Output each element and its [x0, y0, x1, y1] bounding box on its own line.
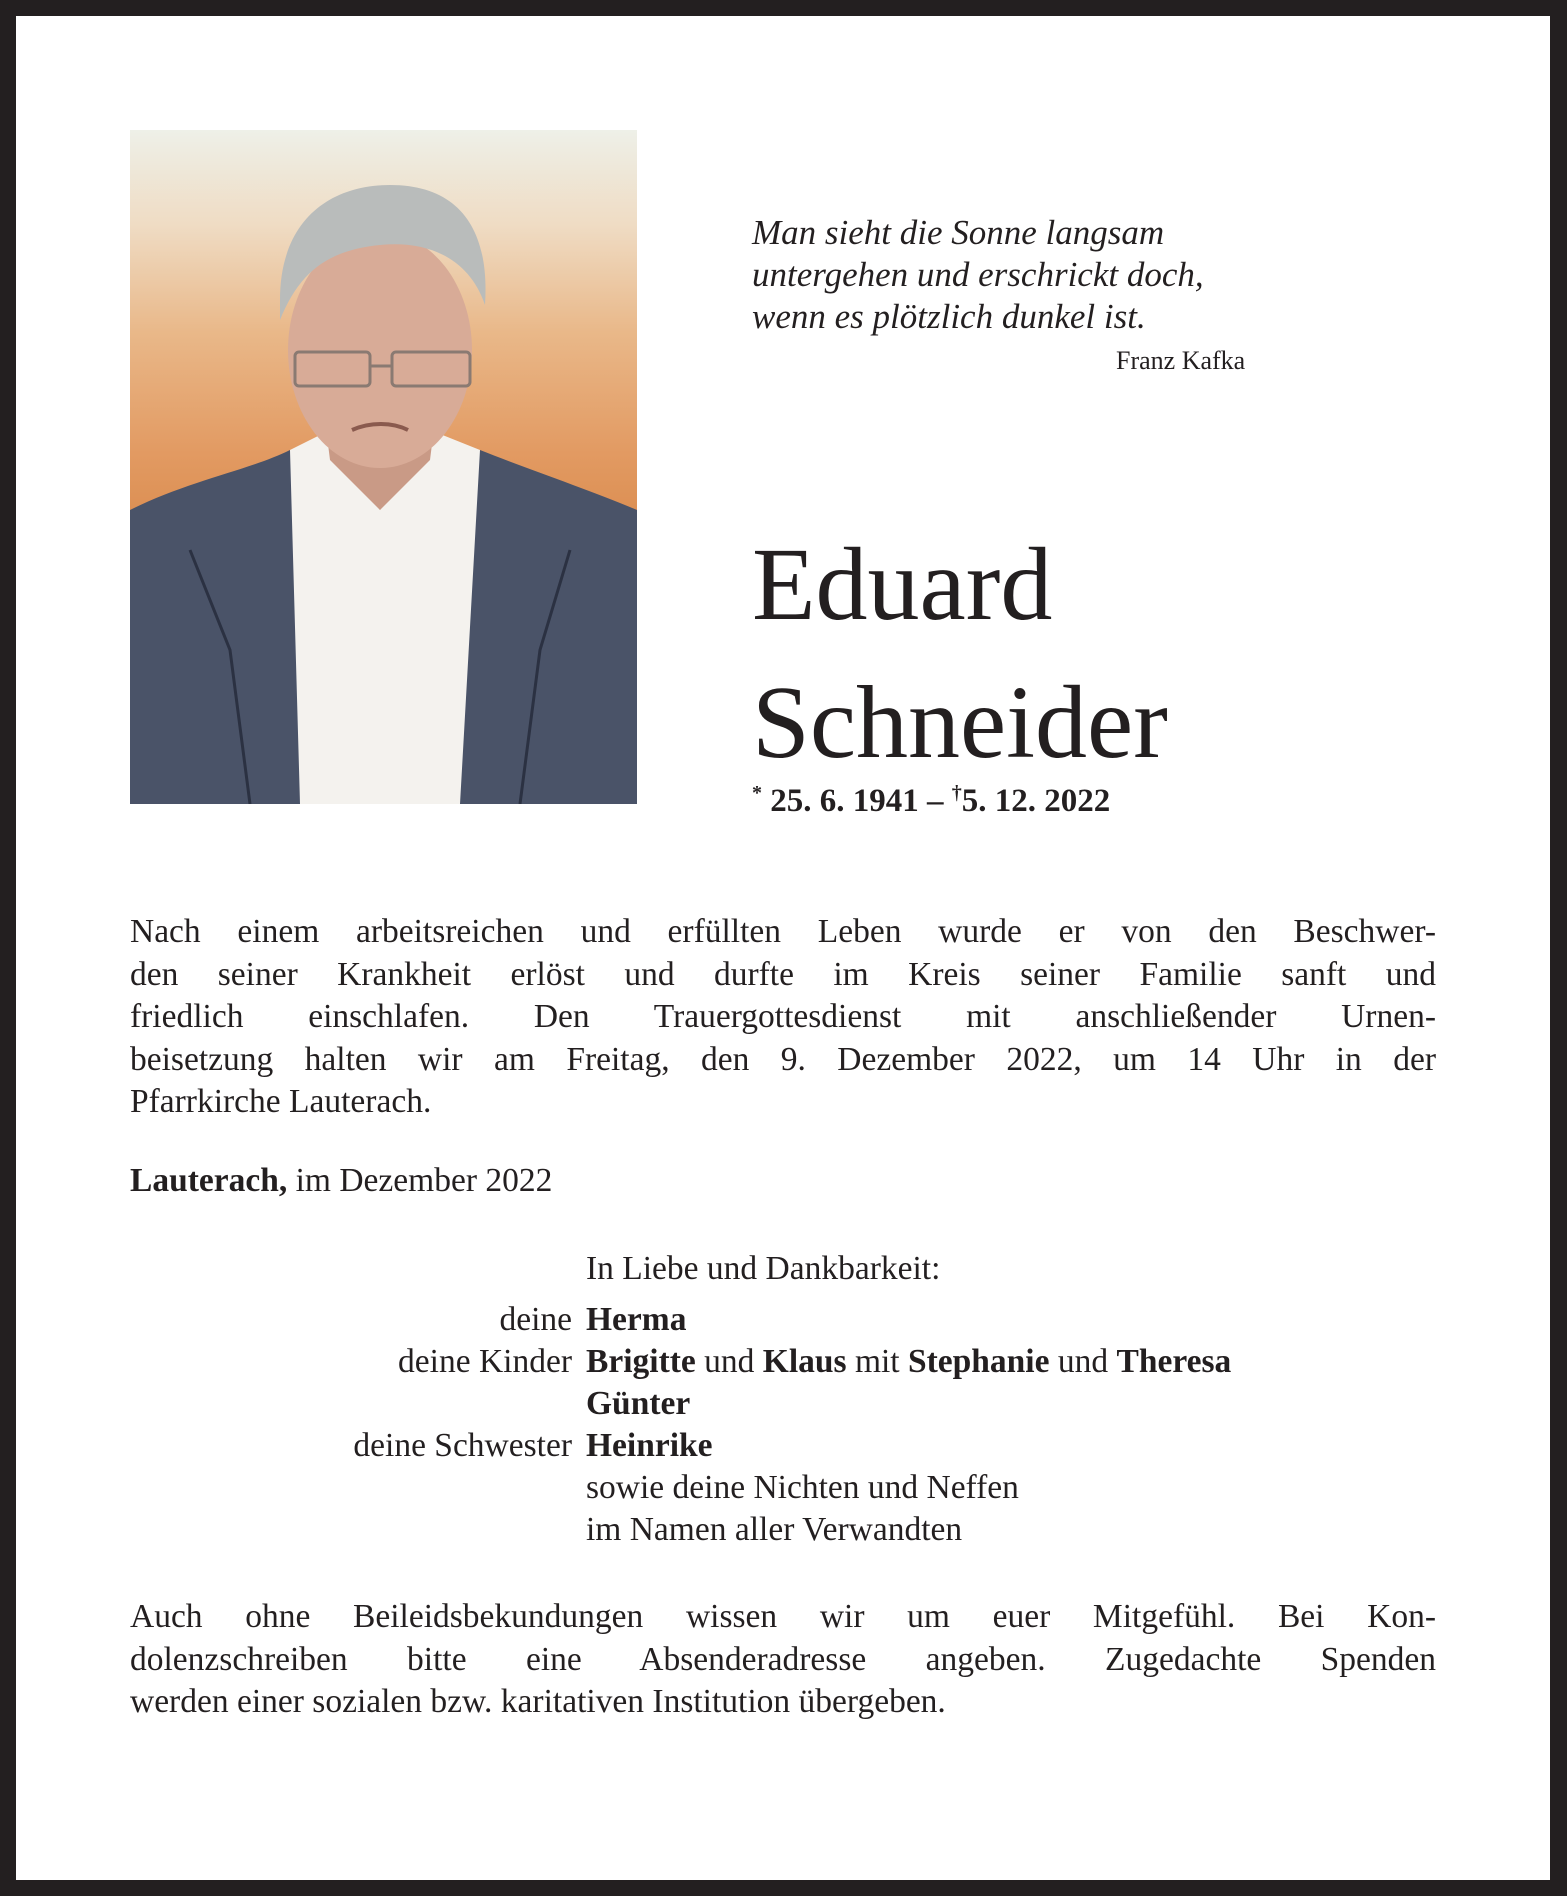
relation-label: deine Kinder	[398, 1343, 572, 1380]
closing-line: dolenzschreiben bitte eine Absenderadresse angeben. Zugedachte Spenden	[130, 1640, 1436, 1678]
death-date: 5. 12. 2022	[961, 783, 1111, 819]
quote-author: Franz Kafka	[1116, 346, 1246, 375]
family-row	[130, 1299, 1436, 1341]
portrait-photo-icon	[130, 130, 637, 804]
family-names	[586, 1341, 1436, 1383]
last-name: Schneider	[752, 665, 1168, 780]
family-rows	[130, 1299, 1436, 1551]
announcement-line: Pfarrkirche Lauterach.	[130, 1083, 432, 1120]
closing-line: Auch ohne Beileidsbekundungen wissen wir um euer Mitgefühl. Bei Kon-	[130, 1598, 1436, 1635]
date-separator: –	[927, 783, 944, 819]
birth-star-icon: *	[752, 782, 762, 804]
first-name: Eduard	[752, 527, 1053, 642]
closing-text	[130, 1596, 1436, 1724]
family-row	[130, 1341, 1436, 1383]
connector-text: im Namen aller Verwandten	[586, 1511, 963, 1548]
family-member-name: Theresa	[1116, 1343, 1232, 1380]
family-member-name: Herma	[586, 1301, 687, 1338]
place-date	[130, 1162, 552, 1200]
announcement-text	[130, 911, 1436, 1124]
connector-text: und	[1049, 1343, 1117, 1380]
family-names	[586, 1467, 1436, 1509]
family-names	[586, 1299, 1436, 1341]
family-row	[130, 1383, 1436, 1425]
deceased-name	[752, 516, 1168, 792]
family-row	[130, 1509, 1436, 1551]
family-row	[130, 1425, 1436, 1467]
family-names	[586, 1425, 1436, 1467]
connector-text: mit	[846, 1343, 908, 1380]
portrait-photo	[130, 130, 637, 804]
family-signatures	[130, 1248, 1436, 1551]
family-member-name: Klaus	[762, 1343, 847, 1380]
family-heading-row	[130, 1248, 1436, 1290]
obituary-page	[16, 16, 1550, 1880]
quote-line: wenn es plötzlich dunkel ist.	[752, 297, 1146, 336]
place: Lauterach,	[130, 1162, 288, 1199]
quote-line: Man sieht die Sonne langsam	[752, 213, 1165, 252]
quote-line: untergehen und erschrickt doch,	[752, 255, 1204, 294]
family-member-name: Stephanie	[908, 1343, 1050, 1380]
relation-label	[130, 1383, 586, 1425]
announcement-line: friedlich einschlafen. Den Trauergottesdienst mit anschließender Urnen-	[130, 998, 1436, 1035]
announcement-line: beisetzung halten wir am Freitag, den 9. Dezember 2022, um 14 Uhr in der	[130, 1040, 1436, 1078]
family-member-name: Günter	[586, 1385, 691, 1422]
relation-label: deine Schwester	[353, 1427, 572, 1464]
date: im Dezember 2022	[295, 1162, 553, 1199]
connector-text: und	[695, 1343, 763, 1380]
family-row	[130, 1467, 1436, 1509]
connector-text: sowie deine Nichten und Neffen	[586, 1469, 1019, 1506]
announcement-line: Nach einem arbeitsreichen und erfüllten Leben wurde er von den Beschwer-	[130, 913, 1436, 950]
life-dates	[752, 782, 1110, 820]
relation-label	[130, 1509, 586, 1551]
quote	[752, 212, 1204, 338]
family-names	[586, 1383, 1436, 1425]
closing-line: werden einer sozialen bzw. karitativen Institution übergeben.	[130, 1683, 946, 1720]
family-member-name: Heinrike	[586, 1427, 713, 1464]
relation-label	[130, 1467, 586, 1509]
relation-label: deine	[499, 1301, 572, 1338]
family-names	[586, 1509, 1436, 1551]
announcement-line: den seiner Krankheit erlöst und durfte im Kreis seiner Familie sanft und	[130, 955, 1436, 993]
birth-date: 25. 6. 1941	[770, 783, 919, 819]
death-cross-icon: †	[951, 782, 962, 804]
family-heading: In Liebe und Dankbarkeit:	[586, 1250, 941, 1287]
family-member-name: Brigitte	[586, 1343, 696, 1380]
